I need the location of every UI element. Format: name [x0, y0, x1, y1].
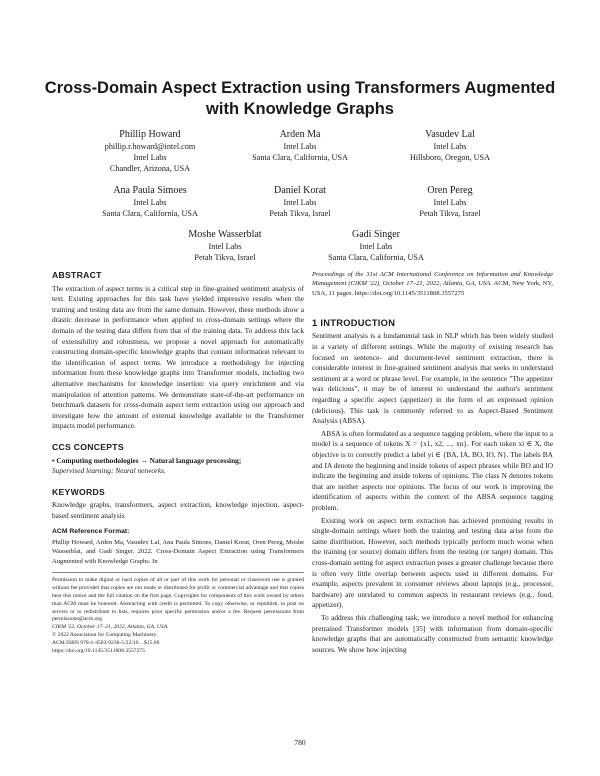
left-column	[52, 270, 304, 656]
author-block	[370, 184, 530, 219]
author-block	[296, 228, 456, 263]
acm-reference-label: ACM Reference Format:	[52, 528, 130, 536]
author-location: Santa Clara, California, USA	[102, 209, 198, 218]
author-name: Arden Ma	[279, 129, 321, 140]
author-affiliation: Intel Labs	[283, 142, 317, 151]
author-name: Moshe Wasserblat	[188, 229, 262, 240]
isbn-line: ACM ISBN 978-1-4503-9236-5/22/10…$15.00	[52, 640, 160, 647]
author-location: Hillsboro, Oregon, USA	[409, 153, 491, 162]
ccs-concepts-line: • Computing methodologies → Natural language processing;	[52, 455, 242, 465]
author-block	[145, 228, 305, 263]
author-affiliation: Intel Labs	[208, 242, 242, 251]
author-location: Petah Tikva, Israel	[269, 209, 331, 218]
author-name: Gadi Singer	[351, 229, 401, 240]
author-name: Phillip Howard	[119, 129, 181, 140]
author-block	[70, 184, 230, 219]
author-block	[70, 128, 230, 174]
keywords-heading: KEYWORDS	[52, 486, 106, 497]
keywords-text: Knowledge graphs, transformers, aspect extraction, knowledge injection, aspect-based sentiment analysis	[52, 500, 304, 520]
intro-paragraph-1: Sentiment analysis is a fundamental task in NLP which has been widely studied in a variety of different settings. While the majority of existing research has focused on sentence- and document-level sentiment extraction, there is considerable interest in fine-grained sentiment analysis that seeks to understand sentiment at a word or phrase level. For example, in the sentence "The appetizer was delicious", it may be of interest to understand the author's sentiment regarding a specific aspect (appetizer) in the form of an expressed opinion (delicious). This task is commonly referred to as Aspect-Based Sentiment Analysis (ABSA).	[312, 331, 553, 426]
permission-notice: Permission to make digital or hard copies of all or part of this work for personal or classroom use is granted without fee provided that copies are not made or distributed for profit or commercial advantage and that copies bear this notice and the full citation on the first page. Copyrights for components of this work owned by others than ACM must be honored. Abstracting with credit is permitted. To copy otherwise, or republish, to post on servers or to redistribute to lists, requires prior specific permission and/or a fee. Request permissions from permissions@acm.org.	[52, 576, 304, 623]
author-location: Santa Clara, California, USA	[328, 253, 424, 262]
ccs-concepts-subline: Supervised learning; Neural networks.	[52, 466, 166, 476]
author-name: Oren Pereg	[427, 185, 473, 196]
conference-info: CIKM '22, October 17–21, 2022, Atlanta, GA, USA.	[52, 624, 169, 631]
author-email[interactable]: phillip.r.howard@intel.com	[104, 142, 196, 151]
author-block	[220, 184, 380, 219]
author-affiliation: Intel Labs	[359, 242, 393, 251]
author-name: Daniel Korat	[274, 185, 326, 196]
author-block	[370, 128, 530, 163]
ccs-heading: CCS CONCEPTS	[52, 441, 124, 452]
author-affiliation: Intel Labs	[283, 198, 317, 207]
doi-link[interactable]: https://doi.org/10.1145/3511808.3557275	[52, 648, 145, 655]
author-affiliation: Intel Labs	[133, 198, 167, 207]
author-name: Ana Paula Simoes	[113, 185, 187, 196]
author-location: Petah Tikva, Israel	[194, 253, 256, 262]
author-location: Petah Tikva, Israel	[419, 209, 481, 218]
paper-title: Cross-Domain Aspect Extraction using Transformers Augmented with Knowledge Graphs	[44, 79, 556, 118]
copyright-line: © 2022 Association for Computing Machinery.	[52, 632, 158, 639]
introduction-heading: 1 INTRODUCTION	[312, 317, 396, 328]
author-affiliation: Intel Labs	[433, 142, 467, 151]
author-affiliation: Intel Labs	[133, 153, 167, 162]
proceedings-rest[interactable]: ACM, New York, NY, USA, 11 pages. https://doi.org/10.1145/3511808.3557275	[312, 280, 553, 297]
abstract-text: The extraction of aspect terms is a critical step in fine-grained sentiment analysis of text. Existing approaches for this task have yielded impressive results when the training and testing data are from the same domain. However, these methods show a drastic decrease in performance when applied to cross-domain settings where the domain of the testing data differs from that of the training data. To address this lack of extensibility and robustness, we propose a novel approach for automatically constructing domain-specific knowledge graphs that contain information relevant to the identification of aspect terms. We introduce a methodology for injecting information from these knowledge graphs into Transformer models, including two alternative mechanisms for knowledge insertion: via query enrichment and via manipulation of attention patterns. We demonstrate state-of-the-art performance on benchmark datasets for cross-domain aspect term extraction using our approach and investigate how the amount of external knowledge available to the Transformer impacts model performance.	[52, 283, 304, 431]
author-location: Santa Clara, California, USA	[252, 153, 348, 162]
footnote-divider	[52, 572, 304, 573]
intro-paragraph-3: Existing work on aspect term extraction has achieved promising results in single-domain settings where both the training and testing data arise from the same distribution. However, such methods typically perform much worse when the training (or source) domain differs from the testing (or target) domain. This cross-domain setting for aspect extraction poses a greater challenge because there is often very little overlap between aspects used in different domains. For example, aspects prevalent in consumer reviews about laptops (e.g., processor, hardware) are unrelated to common aspects in restaurant reviews (e.g., food, appetizer).	[312, 515, 553, 610]
author-name: Vasudev Lal	[425, 129, 475, 140]
proceedings-italic: Proceedings of the 31st ACM International Conference on Information and Knowledge Management (CIKM '22), October 17–21, 2022, Atlanta, GA, USA.	[312, 271, 553, 288]
right-column	[312, 270, 553, 655]
acm-reference-text: Phillip Howard, Arden Ma, Vasudev Lal, Ana Paula Simoes, Daniel Korat, Oren Pereg, Moshe Wasserblat, and Gadi Singer. 2022. Cross-Domain Aspect Extraction using Transformers Augmented with Knowledge Graphs. In	[52, 539, 304, 565]
author-location: Chandler, Arizona, USA	[109, 164, 191, 173]
author-block	[220, 128, 380, 163]
intro-paragraph-4: To address this challenging task, we introduce a novel method for enhancing pretrained Transformer models [35] with information from domain-specific knowledge graphs that are automatically constructed from semantic knowledge sources. We show how injecting	[312, 612, 553, 654]
page-number: 780	[294, 738, 306, 747]
intro-paragraph-2: ABSA is often formulated as a sequence tagging problem, where the input to a model is a sequence of tokens X = {x1, x2, ..., xn}. For each token xi ∈ X, the objective is to correctly predict a label yi ∈ {BA, IA, BO, IO, N}. The labels BA and IA denote the beginning and inside tokens of aspect phrases while BO and IO indicate the beginning and inside tokens of opinions. The class N denotes tokens that are neither aspects nor opinions. The focus of our work is improving the identification of aspects within the context of the ABSA sequence tagging problem.	[312, 428, 553, 512]
author-affiliation: Intel Labs	[433, 198, 467, 207]
abstract-heading: ABSTRACT	[52, 270, 102, 280]
